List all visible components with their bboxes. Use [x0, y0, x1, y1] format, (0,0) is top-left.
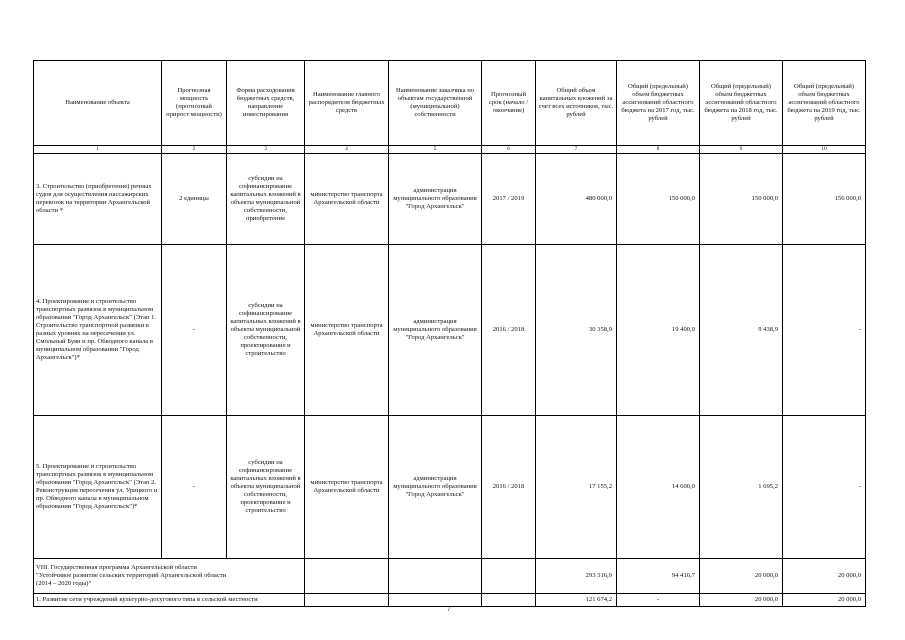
column-number: 7	[536, 146, 617, 154]
budget-2018-cell: 20 000,0	[700, 594, 783, 607]
budget-2018-cell: 1 695,2	[700, 416, 783, 559]
column-number: 1	[34, 146, 162, 154]
budget-2019-cell: 156 000,0	[783, 154, 866, 245]
header-term: Прогнозный срок (начало / окончание)	[482, 61, 536, 146]
total-cell: 480 000,0	[536, 154, 617, 245]
spending-form-cell: субсидии на софинансирование капитальных вложений в объекты муниципальной собственности, проектирование и строительство	[227, 245, 305, 416]
budget-2018-cell: 150 000,0	[700, 154, 783, 245]
spending-form-cell: субсидии на софинансирование капитальных вложений в объекты муниципальной собственности, проектирование и строительство	[227, 416, 305, 559]
customer-cell: администрация муниципального образования "Город Архангельск"	[389, 245, 482, 416]
header-customer: Наименование заказчика по объектам государственной (муниципальной) собственности	[389, 61, 482, 146]
column-number: 8	[617, 146, 700, 154]
object-name-cell: 5. Проектирование и строительство транспортных развязок в муниципальном образовании "Город Архангельск" (Этап 2. Реконструкция пересечения ул. Урицкого и пр. Обводного канала в муниципальном образовании "Город Архангельск")*	[34, 416, 162, 559]
header-main-distributor: Наименование главного распорядителя бюджетных средств	[305, 61, 389, 146]
column-number: 5	[389, 146, 482, 154]
subitem-title-cell: 1. Развитие сети учреждений культурно-досугового типа в сельской местности	[34, 594, 305, 607]
empty-cell	[482, 594, 536, 607]
table-header-row	[34, 61, 866, 146]
header-budget-2017: Общий (предельный) объем бюджетных ассигнований областного бюджета на 2017 год, тыс. рублей	[617, 61, 700, 146]
capacity-cell: -	[162, 416, 227, 559]
empty-cell	[389, 594, 482, 607]
budget-2019-cell: 20 000,0	[783, 559, 866, 594]
column-number: 6	[482, 146, 536, 154]
customer-cell: администрация муниципального образования "Город Архангельск"	[389, 154, 482, 245]
capacity-cell: -	[162, 245, 227, 416]
column-number-row	[34, 146, 866, 154]
budget-2019-cell: 20 000,0	[783, 594, 866, 607]
budget-2017-cell: 19 400,0	[617, 245, 700, 416]
budget-2019-cell: -	[783, 245, 866, 416]
header-total-investment: Общий объем капитальных вложений за счет всех источников, тыс. рублей	[536, 61, 617, 146]
header-budget-2018: Общий (предельный) объем бюджетных ассигнований областного бюджета на 2018 год, тыс. рублей	[700, 61, 783, 146]
distributor-cell: министерство транспорта Архангельской области	[305, 245, 389, 416]
empty-cell	[482, 559, 536, 594]
object-name-cell: 4. Проектирование и строительство транспортных развязок в муниципальном образовании "Город Архангельск" (Этап 1. Строительство транспортной развязки в разных уровнях на пересечении ул. Смольный Буян и пр. Обводного канала в муниципальном образовании "Город Архангельск")*	[34, 245, 162, 416]
term-cell: 2016 / 2018	[482, 416, 536, 559]
header-budget-2019: Общий (предельный) объем бюджетных ассигнований областного бюджета на 2019 год, тыс. рублей	[783, 61, 866, 146]
object-name-cell: 3. Строительство (приобретение) речных судов для осуществления пассажирских перевозок на территории Архангельской области *	[34, 154, 162, 245]
spending-form-cell: субсидии на софинансирование капитальных вложений в объекты муниципальной собственности, приобретение	[227, 154, 305, 245]
budget-2017-cell: 94 416,7	[617, 559, 700, 594]
total-cell: 30 358,9	[536, 245, 617, 416]
empty-cell	[305, 594, 389, 607]
column-number: 10	[783, 146, 866, 154]
budget-2017-cell: 14 600,0	[617, 416, 700, 559]
term-cell: 2017 / 2019	[482, 154, 536, 245]
header-spending-form: Форма расходования бюджетных средств, направление инвестирования	[227, 61, 305, 146]
distributor-cell: министерство транспорта Архангельской области	[305, 416, 389, 559]
header-object-name: Наименование объекта	[34, 61, 162, 146]
total-cell: 293 316,9	[536, 559, 617, 594]
budget-2019-cell: -	[783, 416, 866, 559]
program-title-cell: VIII. Государственная программа Архангельской области "Устойчивое развитие сельских территорий Архангельской области (2014 – 2020 годы)"	[34, 559, 305, 594]
budget-2017-cell: 150 000,0	[617, 154, 700, 245]
header-capacity: Прогнозная мощность (прогнозный прирост мощности)	[162, 61, 227, 146]
program-row	[34, 559, 866, 594]
term-cell: 2016 / 2018	[482, 245, 536, 416]
total-cell: 17 155,2	[536, 416, 617, 559]
table-row	[34, 245, 866, 416]
budget-2018-cell: 20 000,0	[700, 559, 783, 594]
budget-2017-cell: -	[617, 594, 700, 607]
column-number: 3	[227, 146, 305, 154]
empty-cell	[305, 559, 389, 594]
customer-cell: администрация муниципального образования "Город Архангельск"	[389, 416, 482, 559]
page-number: 7	[447, 605, 451, 613]
column-number: 4	[305, 146, 389, 154]
total-cell: 121 674,2	[536, 594, 617, 607]
table-row	[34, 154, 866, 245]
distributor-cell: министерство транспорта Архангельской области	[305, 154, 389, 245]
column-number: 9	[700, 146, 783, 154]
empty-cell	[389, 559, 482, 594]
table-row	[34, 416, 866, 559]
capacity-cell: 2 единицы	[162, 154, 227, 245]
budget-2018-cell: 9 438,9	[700, 245, 783, 416]
column-number: 2	[162, 146, 227, 154]
capital-investments-table	[33, 60, 866, 607]
